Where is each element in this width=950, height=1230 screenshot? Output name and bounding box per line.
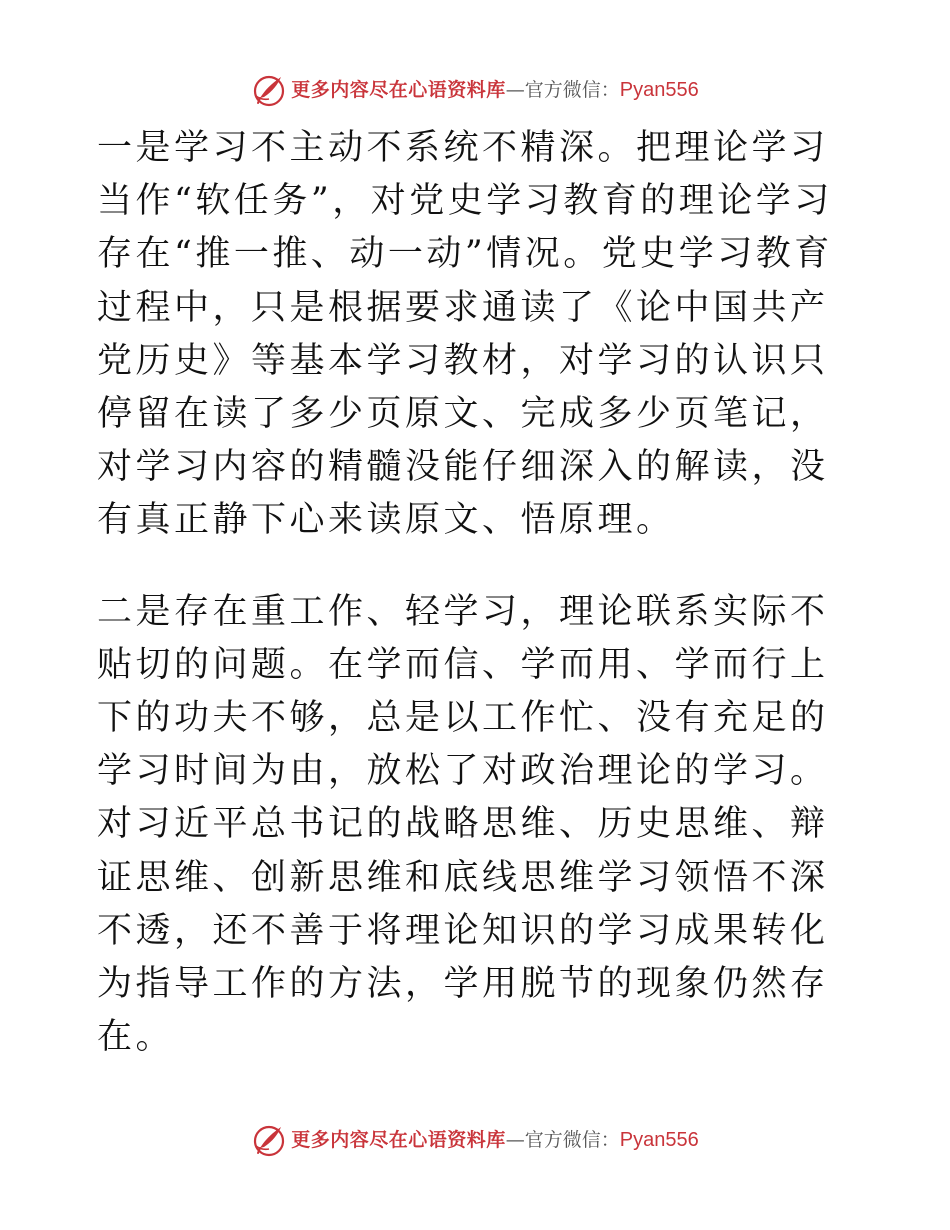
header-watermark-banner bbox=[0, 70, 950, 110]
quill-logo-icon bbox=[251, 1122, 287, 1158]
paragraph-1: 一是学习不主动不系统不精深。把理论学习当作“软任务”，对党史学习教育的理论学习存在“推一推、动一动”情况。党史学习教育过程中，只是根据要求通读了《论中国共产党历史》等基本学习教材，对学习的认识只停留在读了多少页原文、完成多少页笔记，对学习内容的精髓没能仔细深入的解读，没有真正静下心来读原文、悟原理。 bbox=[97, 128, 833, 541]
banner-wechat-handle: Pyan556 bbox=[619, 79, 699, 101]
footer-watermark-banner bbox=[0, 1120, 950, 1160]
banner-main-text: 更多内容尽在心语资料库 bbox=[291, 1128, 506, 1151]
paragraph-2: 二是存在重工作、轻学习，理论联系实际不贴切的问题。在学而信、学而用、学而行上下的功夫不够，总是以工作忙、没有充足的学习时间为由，放松了对政治理论的学习。对习近平总书记的战略思维、历史思维、辩证思维、创新思维和底线思维学习领悟不深不透，还不善于将理论知识的学习成果转化为指导工作的方法，学用脱节的现象仍然存在。 bbox=[97, 591, 829, 1058]
banner-separator-text: —官方微信： bbox=[505, 78, 620, 101]
banner-separator-text: —官方微信： bbox=[505, 1128, 620, 1151]
quill-logo-icon bbox=[251, 72, 287, 108]
banner-main-text: 更多内容尽在心语资料库 bbox=[291, 78, 506, 101]
document-body bbox=[97, 122, 857, 1064]
banner-wechat-handle: Pyan556 bbox=[619, 1129, 699, 1151]
